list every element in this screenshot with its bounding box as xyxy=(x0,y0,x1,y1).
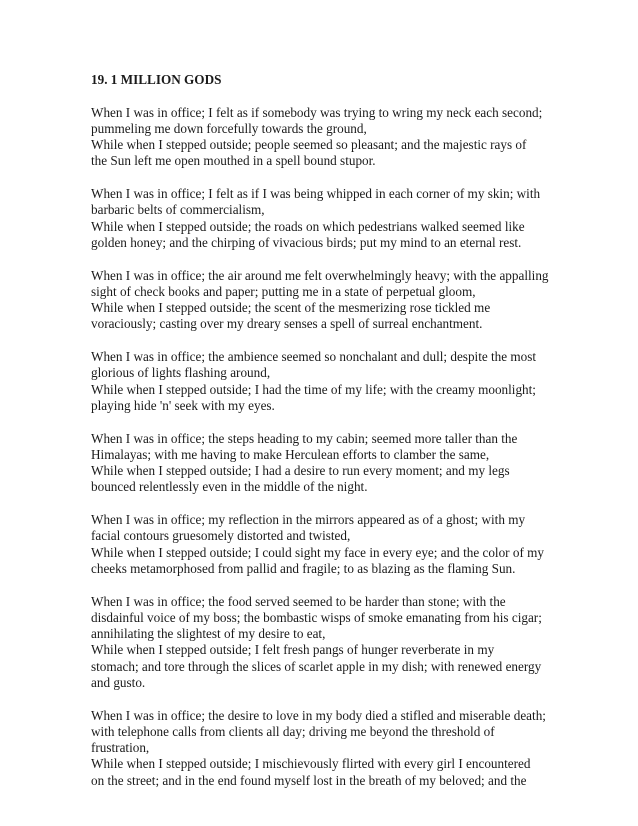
poem-line: While when I stepped outside; the scent of the mesmerizing rose tickled me xyxy=(91,300,491,316)
poem-line: While when I stepped outside; I could sight my face in every eye; and the color of my xyxy=(91,544,544,560)
poem-line: playing hide 'n' seek with my eyes. xyxy=(91,397,275,413)
poem-line: When I was in office; my reflection in the mirrors appeared as of a ghost; with my xyxy=(91,512,526,528)
poem-line: with telephone calls from clients all day; driving me beyond the threshold of xyxy=(91,723,495,739)
poem-line: sight of check books and paper; putting me in a state of perpetual gloom, xyxy=(91,283,476,299)
document-page xyxy=(91,72,561,805)
poem-line: stomach; and tore through the slices of scarlet apple in my dish; with renewed energy xyxy=(91,658,542,674)
poem-line: facial contours gruesomely distorted and twisted, xyxy=(91,528,351,544)
poem-line: When I was in office; the desire to love in my body died a stifled and miserable death; xyxy=(91,707,546,723)
poem-stanza xyxy=(91,186,561,251)
poem-line: While when I stepped outside; I mischievously flirted with every girl I encountered xyxy=(91,756,531,772)
poem-line: pummeling me down forcefully towards the ground, xyxy=(91,120,367,136)
poem-line: frustration, xyxy=(91,740,150,756)
poem-stanza xyxy=(91,268,561,333)
poem-line: cheeks metamorphosed from pallid and fragile; to as blazing as the flaming Sun. xyxy=(91,560,516,576)
poem-line: While when I stepped outside; people seemed so pleasant; and the majestic rays of xyxy=(91,137,527,153)
poem-line: the Sun left me open mouthed in a spell bound stupor. xyxy=(91,153,376,169)
poem-line: and gusto. xyxy=(91,674,146,690)
poem-stanza xyxy=(91,431,561,496)
poem-stanza xyxy=(91,512,561,577)
poem-line: When I was in office; I felt as if somebody was trying to wring my neck each second; xyxy=(91,104,543,120)
poem-line: annihilating the slightest of my desire to eat, xyxy=(91,626,326,642)
poem-line: barbaric belts of commercialism, xyxy=(91,202,265,218)
poem-line: Himalayas; with me having to make Herculean efforts to clamber the same, xyxy=(91,446,490,462)
poem-line: on the street; and in the end found myself lost in the breath of my beloved; and the xyxy=(91,772,527,788)
poem-line: While when I stepped outside; the roads on which pedestrians walked seemed like xyxy=(91,218,525,234)
poem-line: When I was in office; I felt as if I was being whipped in each corner of my skin; with xyxy=(91,186,541,202)
poem-line: voraciously; casting over my dreary senses a spell of surreal enchantment. xyxy=(91,316,483,332)
poem-body xyxy=(91,105,561,789)
poem-line: bounced relentlessly even in the middle of the night. xyxy=(91,479,368,495)
poem-stanza xyxy=(91,594,561,692)
poem-stanza xyxy=(91,349,561,414)
poem-line: When I was in office; the ambience seemed so nonchalant and dull; despite the most xyxy=(91,349,537,365)
poem-title: 19. 1 MILLION GODS xyxy=(91,72,222,87)
poem-line: When I was in office; the air around me felt overwhelmingly heavy; with the appalling xyxy=(91,267,549,283)
poem-line: When I was in office; the food served seemed to be harder than stone; with the xyxy=(91,593,506,609)
poem-line: glorious of lights flashing around, xyxy=(91,365,271,381)
poem-line: While when I stepped outside; I felt fresh pangs of hunger reverberate in my xyxy=(91,642,495,658)
poem-line: When I was in office; the steps heading to my cabin; seemed more taller than the xyxy=(91,430,518,446)
poem-stanza xyxy=(91,708,561,789)
poem-line: disdainful voice of my boss; the bombastic wisps of smoke emanating from his cigar; xyxy=(91,609,542,625)
poem-line: While when I stepped outside; I had a desire to run every moment; and my legs xyxy=(91,463,510,479)
poem-line: While when I stepped outside; I had the time of my life; with the creamy moonlight; xyxy=(91,381,536,397)
poem-line: golden honey; and the chirping of vivacious birds; put my mind to an eternal rest. xyxy=(91,234,522,250)
poem-stanza xyxy=(91,105,561,170)
